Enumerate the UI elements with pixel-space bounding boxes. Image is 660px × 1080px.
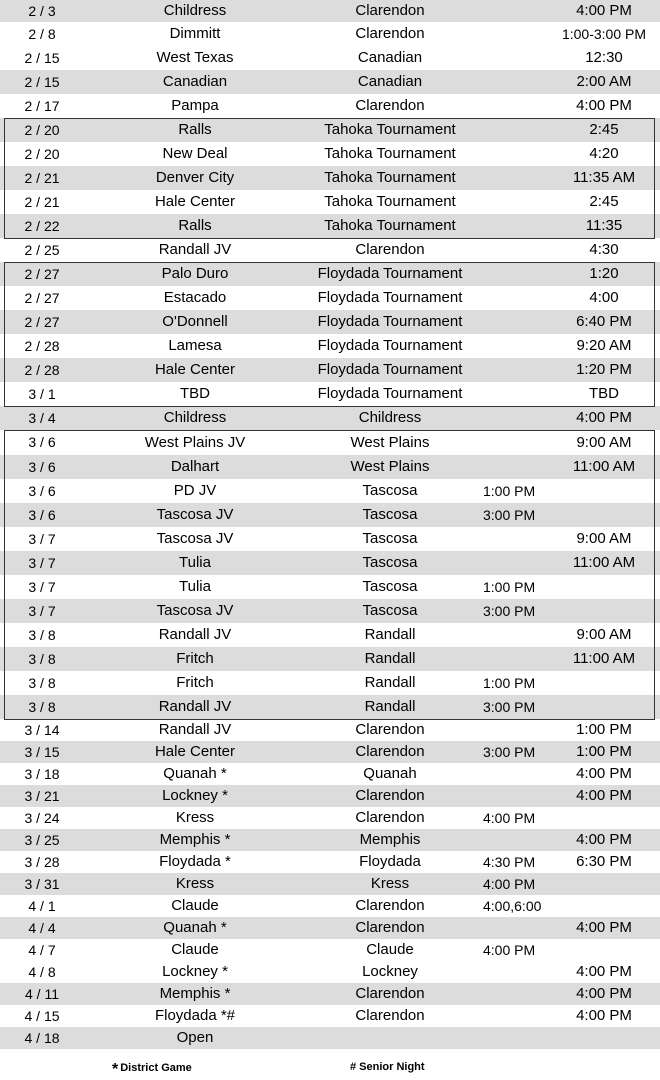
opponent: Tascosa JV xyxy=(156,530,234,547)
game-date: 3 / 28 xyxy=(24,854,60,870)
location: Memphis xyxy=(359,831,421,848)
opponent: Quanah * xyxy=(163,765,227,782)
game-date: 2 / 20 xyxy=(24,146,60,162)
schedule-row xyxy=(0,695,660,719)
schedule-row xyxy=(0,961,660,983)
schedule-row xyxy=(0,358,660,382)
opponent: Hale Center xyxy=(154,193,236,210)
schedule-row xyxy=(0,166,660,190)
jv-time: 1:00 PM xyxy=(483,483,536,499)
opponent: New Deal xyxy=(162,145,228,162)
opponent: PD JV xyxy=(173,482,217,499)
game-date: 3 / 7 xyxy=(28,531,56,547)
opponent: Claude xyxy=(171,897,219,914)
location: Clarendon xyxy=(355,97,425,114)
varsity-time: 2:00 AM xyxy=(576,73,632,90)
game-date: 2 / 27 xyxy=(24,290,60,306)
schedule-row xyxy=(0,94,660,118)
opponent: Tulia xyxy=(179,554,211,571)
opponent: Floydada *# xyxy=(154,1007,236,1024)
legend-district-label: District Game xyxy=(120,1062,192,1074)
game-date: 4 / 18 xyxy=(24,1030,60,1046)
jv-time: 3:00 PM xyxy=(483,744,536,760)
varsity-time: 2:45 xyxy=(589,121,619,138)
varsity-time: 6:40 PM xyxy=(576,313,632,330)
game-date: 4 / 4 xyxy=(28,920,56,936)
game-date: 3 / 7 xyxy=(28,579,56,595)
opponent: Lockney * xyxy=(162,963,228,980)
game-date: 3 / 6 xyxy=(28,434,56,450)
schedule-row xyxy=(0,807,660,829)
schedule-row xyxy=(0,46,660,70)
schedule-row xyxy=(0,70,660,94)
schedule-row xyxy=(0,1027,660,1049)
opponent: Canadian xyxy=(162,73,228,90)
opponent: Childress xyxy=(163,2,227,19)
schedule-row xyxy=(0,479,660,503)
varsity-time: 4:00 PM xyxy=(576,787,632,804)
game-date: 2 / 15 xyxy=(24,74,60,90)
opponent: Ralls xyxy=(178,121,212,138)
opponent: Memphis * xyxy=(159,985,231,1002)
game-date: 4 / 11 xyxy=(25,986,59,1002)
location: Clarendon xyxy=(355,919,425,936)
game-date: 3 / 25 xyxy=(24,832,60,848)
location: Clarendon xyxy=(355,25,425,42)
district-star-symbol: * xyxy=(112,1061,119,1078)
location: Clarendon xyxy=(355,809,425,826)
game-date: 4 / 15 xyxy=(24,1008,60,1024)
opponent: Pampa xyxy=(171,97,219,114)
schedule-row xyxy=(0,334,660,358)
opponent: Ralls xyxy=(178,217,212,234)
location: Tahoka Tournament xyxy=(324,193,456,210)
varsity-time: 12:30 xyxy=(585,49,623,66)
varsity-time: 1:20 xyxy=(589,265,619,282)
opponent: Open xyxy=(176,1029,214,1046)
schedule-row xyxy=(0,406,660,430)
schedule-row xyxy=(0,623,660,647)
schedule-row xyxy=(0,527,660,551)
game-date: 4 / 7 xyxy=(28,942,56,958)
opponent: Floydada * xyxy=(159,853,231,870)
varsity-time: 6:30 PM xyxy=(576,853,632,870)
jv-time: 3:00 PM xyxy=(483,507,536,523)
game-date: 3 / 7 xyxy=(28,603,56,619)
location: Floydada Tournament xyxy=(317,361,463,378)
varsity-time: 1:00-3:00 PM xyxy=(561,26,647,42)
location: Clarendon xyxy=(355,985,425,1002)
schedule-row xyxy=(0,873,660,895)
game-date: 3 / 24 xyxy=(24,810,60,826)
legend xyxy=(0,1058,660,1080)
location: Tascosa xyxy=(362,602,418,619)
location: Floydada Tournament xyxy=(317,289,463,306)
schedule-row xyxy=(0,455,660,479)
location: Claude xyxy=(366,941,414,958)
opponent: TBD xyxy=(180,385,210,402)
game-date: 2 / 3 xyxy=(28,3,56,19)
opponent: Childress xyxy=(163,409,227,426)
varsity-time: 4:20 xyxy=(589,145,619,162)
varsity-time: 4:00 PM xyxy=(576,919,632,936)
jv-time: 3:00 PM xyxy=(483,699,536,715)
location: Randall xyxy=(364,626,416,643)
game-date: 2 / 21 xyxy=(24,170,60,186)
location: Canadian xyxy=(357,73,423,90)
schedule-row xyxy=(0,1005,660,1027)
varsity-time: 4:00 PM xyxy=(576,409,632,426)
game-date: 3 / 8 xyxy=(28,651,56,667)
schedule-row xyxy=(0,238,660,262)
schedule-row xyxy=(0,829,660,851)
opponent: West Texas xyxy=(156,49,234,66)
jv-time: 4:00 PM xyxy=(483,942,536,958)
schedule-row xyxy=(0,647,660,671)
varsity-time: 11:35 xyxy=(585,217,623,234)
opponent: Lockney * xyxy=(162,787,228,804)
opponent: Dimmitt xyxy=(169,25,221,42)
location: Floydada Tournament xyxy=(317,385,463,402)
opponent: Randall JV xyxy=(158,626,232,643)
schedule-row xyxy=(0,719,660,741)
opponent: Kress xyxy=(175,809,215,826)
location: Tascosa xyxy=(362,482,418,499)
location: Canadian xyxy=(357,49,423,66)
location: Tahoka Tournament xyxy=(324,169,456,186)
opponent: Memphis * xyxy=(159,831,231,848)
schedule-row xyxy=(0,939,660,961)
legend-district xyxy=(112,1061,192,1079)
location: Randall xyxy=(364,674,416,691)
schedule-row xyxy=(0,286,660,310)
varsity-time: 4:00 PM xyxy=(576,831,632,848)
game-date: 2 / 15 xyxy=(24,50,60,66)
game-date: 2 / 28 xyxy=(24,362,60,378)
opponent: O'Donnell xyxy=(162,313,228,330)
schedule-row xyxy=(0,741,660,763)
schedule-row xyxy=(0,575,660,599)
game-date: 3 / 8 xyxy=(28,699,56,715)
game-date: 3 / 1 xyxy=(28,386,56,402)
location: Tahoka Tournament xyxy=(324,217,456,234)
schedule-row xyxy=(0,22,660,46)
location: Randall xyxy=(364,650,416,667)
schedule-row xyxy=(0,671,660,695)
location: Floydada Tournament xyxy=(317,313,463,330)
schedule-row xyxy=(0,382,660,406)
game-date: 2 / 27 xyxy=(24,314,60,330)
opponent: Fritch xyxy=(176,674,214,691)
opponent: Hale Center xyxy=(154,361,236,378)
varsity-time: 4:00 PM xyxy=(576,2,632,19)
location: Clarendon xyxy=(355,721,425,738)
game-date: 2 / 22 xyxy=(24,218,60,234)
game-date: 2 / 25 xyxy=(24,242,60,258)
location: Kress xyxy=(370,875,410,892)
game-date: 2 / 21 xyxy=(24,194,60,210)
varsity-time: 9:00 AM xyxy=(576,434,632,451)
schedule-row xyxy=(0,785,660,807)
schedule-row xyxy=(0,551,660,575)
opponent: Dalhart xyxy=(170,458,220,475)
opponent: Quanah * xyxy=(163,919,227,936)
game-date: 3 / 8 xyxy=(28,675,56,691)
opponent: Tascosa JV xyxy=(156,602,234,619)
varsity-time: 1:20 PM xyxy=(576,361,632,378)
schedule-row xyxy=(0,599,660,623)
jv-time: 4:00,6:00 xyxy=(483,898,542,914)
schedule-row xyxy=(0,214,660,238)
game-date: 3 / 8 xyxy=(28,627,56,643)
opponent: Palo Duro xyxy=(161,265,229,282)
location: Clarendon xyxy=(355,743,425,760)
location: Clarendon xyxy=(355,241,425,258)
opponent: Tulia xyxy=(179,578,211,595)
varsity-time: 4:00 xyxy=(589,289,619,306)
schedule-row xyxy=(0,118,660,142)
opponent: Claude xyxy=(171,941,219,958)
game-date: 2 / 20 xyxy=(24,122,60,138)
schedule-row xyxy=(0,895,660,917)
opponent: Randall JV xyxy=(158,698,232,715)
varsity-time: 4:30 xyxy=(589,241,619,258)
game-date: 3 / 18 xyxy=(24,766,60,782)
opponent: Kress xyxy=(175,875,215,892)
varsity-time: 9:00 AM xyxy=(576,530,632,547)
game-date: 3 / 6 xyxy=(28,459,56,475)
game-date: 4 / 1 xyxy=(28,898,56,914)
jv-time: 4:30 PM xyxy=(483,854,536,870)
schedule-row xyxy=(0,503,660,527)
game-date: 3 / 6 xyxy=(28,483,56,499)
location: Floydada xyxy=(359,853,421,870)
opponent: Randall JV xyxy=(158,721,232,738)
opponent: Randall JV xyxy=(158,241,232,258)
schedule-row xyxy=(0,851,660,873)
game-date: 3 / 15 xyxy=(24,744,60,760)
location: Tascosa xyxy=(362,506,418,523)
game-date: 3 / 7 xyxy=(28,555,56,571)
varsity-time: 4:00 PM xyxy=(576,765,632,782)
schedule-row xyxy=(0,983,660,1005)
location: Tascosa xyxy=(362,554,418,571)
varsity-time: 1:00 PM xyxy=(576,743,632,760)
opponent: Tascosa JV xyxy=(156,506,234,523)
varsity-time: 11:00 AM xyxy=(572,554,636,571)
schedule-row xyxy=(0,763,660,785)
location: Childress xyxy=(358,409,422,426)
opponent: West Plains JV xyxy=(144,434,246,451)
location: Floydada Tournament xyxy=(317,337,463,354)
jv-time: 4:00 PM xyxy=(483,810,536,826)
varsity-time: 9:20 AM xyxy=(576,337,632,354)
varsity-time: 11:00 AM xyxy=(572,458,636,475)
game-date: 2 / 28 xyxy=(24,338,60,354)
schedule-row xyxy=(0,142,660,166)
game-date: 3 / 4 xyxy=(28,410,56,426)
game-date: 3 / 6 xyxy=(28,507,56,523)
game-date: 2 / 27 xyxy=(24,266,60,282)
location: West Plains xyxy=(350,458,430,475)
varsity-time: TBD xyxy=(589,385,619,402)
location: Tascosa xyxy=(362,530,418,547)
jv-time: 3:00 PM xyxy=(483,603,536,619)
legend-senior-night: # Senior Night xyxy=(350,1061,425,1073)
varsity-time: 4:00 PM xyxy=(576,97,632,114)
location: Quanah xyxy=(363,765,417,782)
game-date: 2 / 8 xyxy=(28,26,56,42)
schedule-row xyxy=(0,190,660,214)
varsity-time: 4:00 PM xyxy=(576,1007,632,1024)
location: Clarendon xyxy=(355,2,425,19)
varsity-time: 9:00 AM xyxy=(576,626,632,643)
location: Clarendon xyxy=(355,897,425,914)
game-date: 3 / 21 xyxy=(24,788,60,804)
schedule-row xyxy=(0,262,660,286)
location: Floydada Tournament xyxy=(317,265,463,282)
opponent: Hale Center xyxy=(154,743,236,760)
jv-time: 4:00 PM xyxy=(483,876,536,892)
game-date: 3 / 31 xyxy=(24,876,60,892)
game-date: 2 / 17 xyxy=(24,98,60,114)
game-date: 3 / 14 xyxy=(24,722,60,738)
schedule-row xyxy=(0,0,660,22)
varsity-time: 1:00 PM xyxy=(576,721,632,738)
varsity-time: 4:00 PM xyxy=(576,985,632,1002)
location: Tahoka Tournament xyxy=(324,145,456,162)
game-date: 4 / 8 xyxy=(28,964,56,980)
location: Tascosa xyxy=(362,578,418,595)
opponent: Fritch xyxy=(176,650,214,667)
location: Clarendon xyxy=(355,787,425,804)
location: Randall xyxy=(364,698,416,715)
varsity-time: 4:00 PM xyxy=(576,963,632,980)
location: Lockney xyxy=(362,963,418,980)
schedule-row xyxy=(0,917,660,939)
jv-time: 1:00 PM xyxy=(483,579,536,595)
jv-time: 1:00 PM xyxy=(483,675,536,691)
location: Clarendon xyxy=(355,1007,425,1024)
schedule-row xyxy=(0,430,660,455)
opponent: Estacado xyxy=(163,289,227,306)
location: Tahoka Tournament xyxy=(324,121,456,138)
opponent: Denver City xyxy=(155,169,235,186)
varsity-time: 2:45 xyxy=(589,193,619,210)
schedule-row xyxy=(0,310,660,334)
varsity-time: 11:35 AM xyxy=(572,169,636,186)
opponent: Lamesa xyxy=(168,337,222,354)
location: West Plains xyxy=(350,434,430,451)
varsity-time: 11:00 AM xyxy=(572,650,636,667)
